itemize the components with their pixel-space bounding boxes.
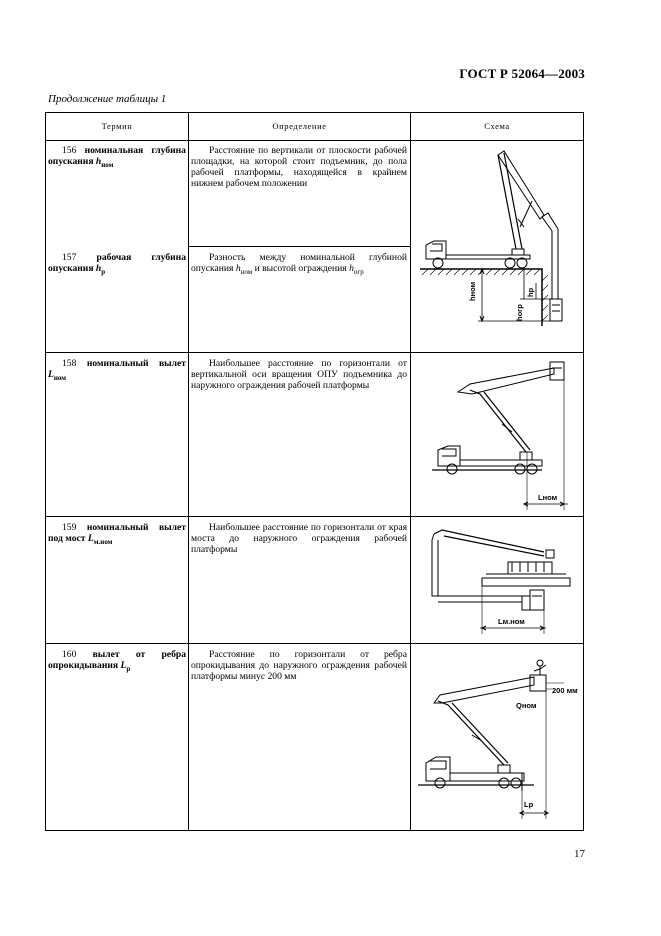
label-200mm: 200 мм (552, 686, 578, 695)
column-header-schema: Схема (484, 121, 510, 131)
term-159: 159 номинальный вылет под мост $L_{м.ном}$ (48, 522, 186, 546)
label-hp: hр (526, 287, 535, 297)
term-156: 156 номинальная глубина опускания $h_{ном}$ (48, 145, 186, 169)
definition-160: Расстояние по горизонтали от ребра опрокидывания до наружного ограждения рабочей платформы минус 200 мм (191, 649, 407, 682)
term-158: 158 номинальный вылет $L_{ном}$ (48, 358, 186, 382)
label-hogr: hогр (515, 304, 524, 321)
diagram-nominal-reach (412, 354, 582, 514)
term-160: 160 вылет от ребра опрокидывания $L_р$ (48, 649, 186, 673)
definition-157: Разность между номинальной глубиной опускания $h_{ном}$ и высотой ограждения $h_{огр}$ (191, 252, 407, 276)
label-hnom: hном (468, 281, 477, 301)
diagram-reach-under-bridge (412, 518, 582, 642)
column-header-term: Термин (101, 121, 133, 131)
diagram-lowering-depth (412, 141, 582, 351)
definition-159: Наибольшее расстояние по горизонтали от края моста до наружного ограждения рабочей платформы (191, 522, 407, 555)
label-lmnom: Lм.ном (498, 617, 525, 626)
label-lp: Lр (524, 800, 534, 809)
column-header-definition: Определение (272, 121, 327, 131)
label-qnom: Qном (516, 701, 537, 710)
term-157: 157 рабочая глубина опускания $h_р$ (48, 252, 186, 276)
standard-designation: ГОСТ Р 52064—2003 (459, 66, 585, 81)
page-number: 17 (574, 848, 585, 860)
diagram-reach-tipping-edge (412, 645, 582, 829)
definition-156: Расстояние по вертикали от плоскости рабочей площадки, на которой стоит подъемник, до пола рабочей платформы, находящейся в крайнем нижнем рабочем положении (191, 145, 407, 189)
table-caption: Продолжение таблицы 1 (48, 93, 167, 105)
definition-158: Наибольшее расстояние по горизонтали от вертикальной оси вращения ОПУ подъемника до наружного ограждения рабочей платформы (191, 358, 407, 391)
label-lnom: Lном (538, 493, 558, 502)
